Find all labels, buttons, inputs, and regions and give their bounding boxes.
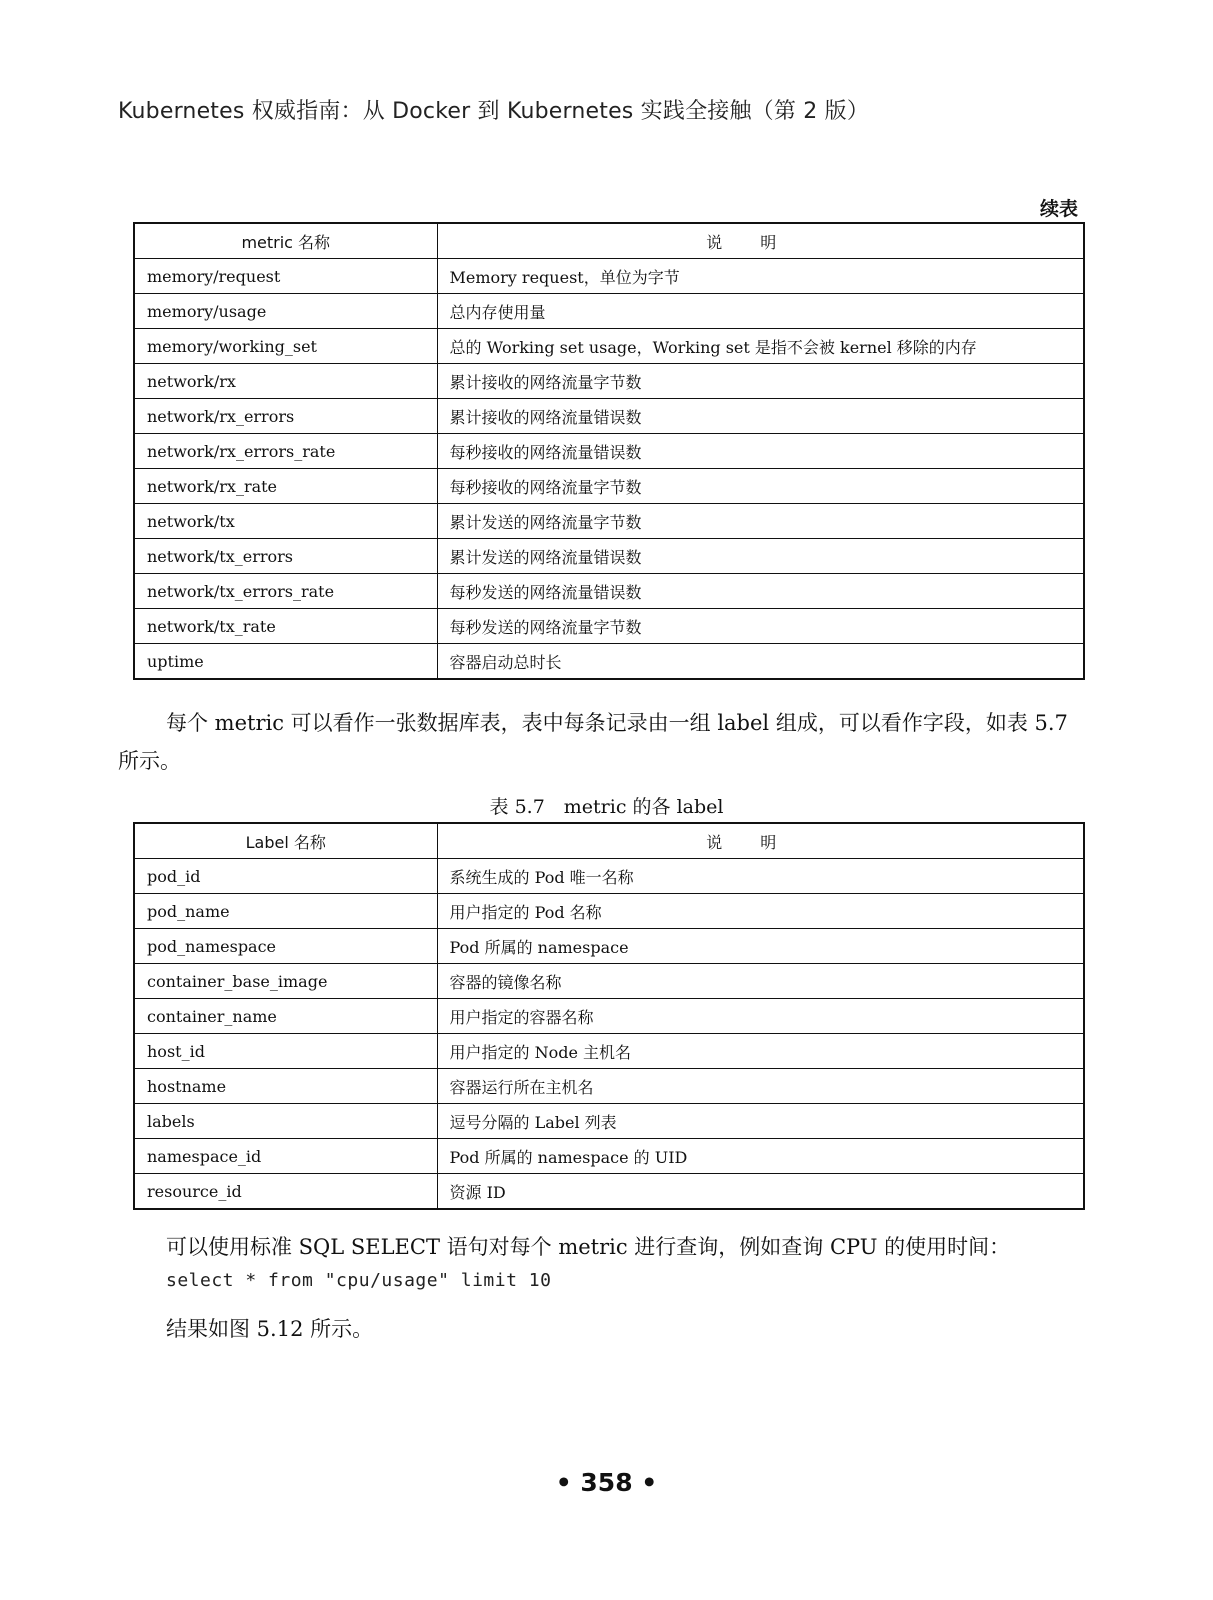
description-cell: 容器运行所在主机名 [437,1069,1084,1104]
table-row [134,644,1084,680]
name-cell: resource_id [134,1174,437,1210]
table-row [134,329,1084,364]
table-row [134,1174,1084,1210]
description-cell: 每秒接收的网络流量错误数 [437,434,1084,469]
name-cell: memory/usage [134,294,437,329]
table-row [134,294,1084,329]
table-header-row [134,223,1084,259]
table-row [134,1104,1084,1139]
name-cell: network/tx_rate [134,609,437,644]
code-snippet: select * from "cpu/usage" limit 10 [166,1270,552,1291]
description-cell: Memory request，单位为字节 [437,259,1084,294]
table-row [134,259,1084,294]
table-row [134,859,1084,894]
table-row [134,574,1084,609]
name-cell: uptime [134,644,437,680]
name-cell: network/rx_errors [134,399,437,434]
name-cell: memory/working_set [134,329,437,364]
description-cell: 每秒发送的网络流量字节数 [437,609,1084,644]
table-row [134,364,1084,399]
description-cell: 系统生成的 Pod 唯一名称 [437,859,1084,894]
table-row [134,469,1084,504]
description-cell: 资源 ID [437,1174,1084,1210]
name-cell: hostname [134,1069,437,1104]
description-cell: 累计接收的网络流量错误数 [437,399,1084,434]
name-cell: labels [134,1104,437,1139]
table-row [134,399,1084,434]
name-cell: network/rx_rate [134,469,437,504]
description-cell: 容器的镜像名称 [437,964,1084,999]
col-header-description: 说明 [437,823,1084,859]
name-cell: pod_name [134,894,437,929]
description-cell: 累计发送的网络流量字节数 [437,504,1084,539]
continued-table-label: 续表 [1039,198,1078,220]
name-cell: host_id [134,1034,437,1069]
description-cell: 容器启动总时长 [437,644,1084,680]
paragraph-metric-as-table: 每个 metric 可以看作一张数据库表，表中每条记录由一组 label 组成，可以看作字段，如表 5.7 所示。 [118,711,1068,773]
name-cell: network/tx [134,504,437,539]
description-cell: 每秒接收的网络流量字节数 [437,469,1084,504]
table-row [134,929,1084,964]
description-cell: 总的 Working set usage，Working set 是指不会被 kernel 移除的内存 [437,329,1084,364]
col-header-description: 说明 [437,223,1084,259]
table-row [134,1139,1084,1174]
description-cell: Pod 所属的 namespace [437,929,1084,964]
paragraph-sql-query: 可以使用标准 SQL SELECT 语句对每个 metric 进行查询，例如查询 CPU 的使用时间： [166,1235,1011,1259]
col-header-label-name: Label 名称 [134,823,437,859]
table-row [134,894,1084,929]
table-row [134,964,1084,999]
name-cell: network/rx_errors_rate [134,434,437,469]
name-cell: network/rx [134,364,437,399]
name-cell: pod_namespace [134,929,437,964]
name-cell: network/tx_errors_rate [134,574,437,609]
description-cell: Pod 所属的 namespace 的 UID [437,1139,1084,1174]
description-cell: 每秒发送的网络流量错误数 [437,574,1084,609]
description-cell: 用户指定的 Pod 名称 [437,894,1084,929]
description-cell: 逗号分隔的 Label 列表 [437,1104,1084,1139]
col-header-metric-name: metric 名称 [134,223,437,259]
paragraph-result-ref: 结果如图 5.12 所示。 [166,1317,374,1341]
name-cell: container_name [134,999,437,1034]
metric-table-continued [133,222,1085,680]
table-row [134,539,1084,574]
description-cell: 用户指定的容器名称 [437,999,1084,1034]
description-cell: 用户指定的 Node 主机名 [437,1034,1084,1069]
table-row [134,1069,1084,1104]
table-row [134,999,1084,1034]
table-row [134,504,1084,539]
name-cell: pod_id [134,859,437,894]
name-cell: memory/request [134,259,437,294]
name-cell: container_base_image [134,964,437,999]
running-header: Kubernetes 权威指南：从 Docker 到 Kubernetes 实践全接触（第 2 版） [118,99,870,124]
description-cell: 累计发送的网络流量错误数 [437,539,1084,574]
name-cell: namespace_id [134,1139,437,1174]
table-row [134,1034,1084,1069]
table-row [134,434,1084,469]
table-header-row [134,823,1084,859]
table-row [134,609,1084,644]
table-caption: 表 5.7 metric 的各 label [489,796,724,818]
page-number: • 358 • [555,1468,658,1497]
description-cell: 总内存使用量 [437,294,1084,329]
name-cell: network/tx_errors [134,539,437,574]
label-table [133,822,1085,1210]
description-cell: 累计接收的网络流量字节数 [437,364,1084,399]
